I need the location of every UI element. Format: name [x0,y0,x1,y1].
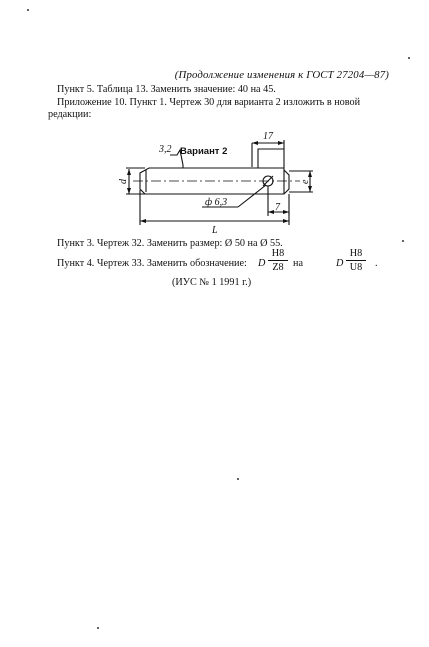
dim-e-label: e [300,179,311,184]
arrow-e-bottom [308,186,312,192]
arrow-7-right [283,210,289,214]
scan-speck [237,478,239,480]
dim-L-label: L [212,225,218,236]
arrow-L-right [283,219,289,223]
paragraph-point-4-text: Пункт 4. Чертеж 33. Заменить обозначение: [57,258,247,269]
paragraph-point-3: Пункт 3. Чертеж 32. Заменить размер: Ø 50 на Ø 55. [57,238,283,249]
hole-leader-line [238,185,266,207]
replacement-joiner: на [293,258,303,269]
arrow-d-top [127,169,131,175]
fraction-new-bottom: U8 [349,262,363,273]
arrow-7-left [268,210,274,214]
scan-speck [402,240,404,242]
fraction-old-bottom: Z8 [272,262,284,273]
pin-outline [140,149,289,194]
dim-7-label: 7 [275,202,280,213]
paragraph-appendix-10: Приложение 10. Пункт 1. Чертеж 30 для варианта 2 изложить в новой [57,97,361,108]
fraction-new [346,248,366,273]
arrow-L-left [140,219,146,223]
scan-speck [97,627,99,629]
roughness-leader [170,150,183,165]
dim-d-label: d [118,179,129,184]
arrow-17-left [252,141,258,145]
dim-17-label: 17 [263,131,273,142]
fraction-old-top: H8 [268,248,288,261]
publication-reference: (ИУС № 1 1991 г.) [172,277,252,288]
paragraph-redaction: редакции: [48,109,92,120]
arrow-17-right [278,141,284,145]
designation-letter-1: D [258,258,266,269]
scan-speck [27,9,29,11]
arrow-e-top [308,171,312,177]
continuation-header: (Продолжение изменения к ГОСТ 27204—87) [174,69,389,81]
fraction-old [268,248,288,273]
sentence-end-dot: . [375,258,378,269]
scan-speck [408,57,410,59]
paragraph-point-5: Пункт 5. Таблица 13. Заменить значение: 40 на 45. [57,84,276,95]
arrow-d-bottom [127,188,131,194]
roughness-label: 3,2 [159,144,172,155]
figure-title: Вариант 2 [180,146,228,157]
fraction-new-top: H8 [346,248,366,261]
designation-letter-2: D [336,258,344,269]
hole-diameter-label: ф 6,3 [205,197,228,208]
